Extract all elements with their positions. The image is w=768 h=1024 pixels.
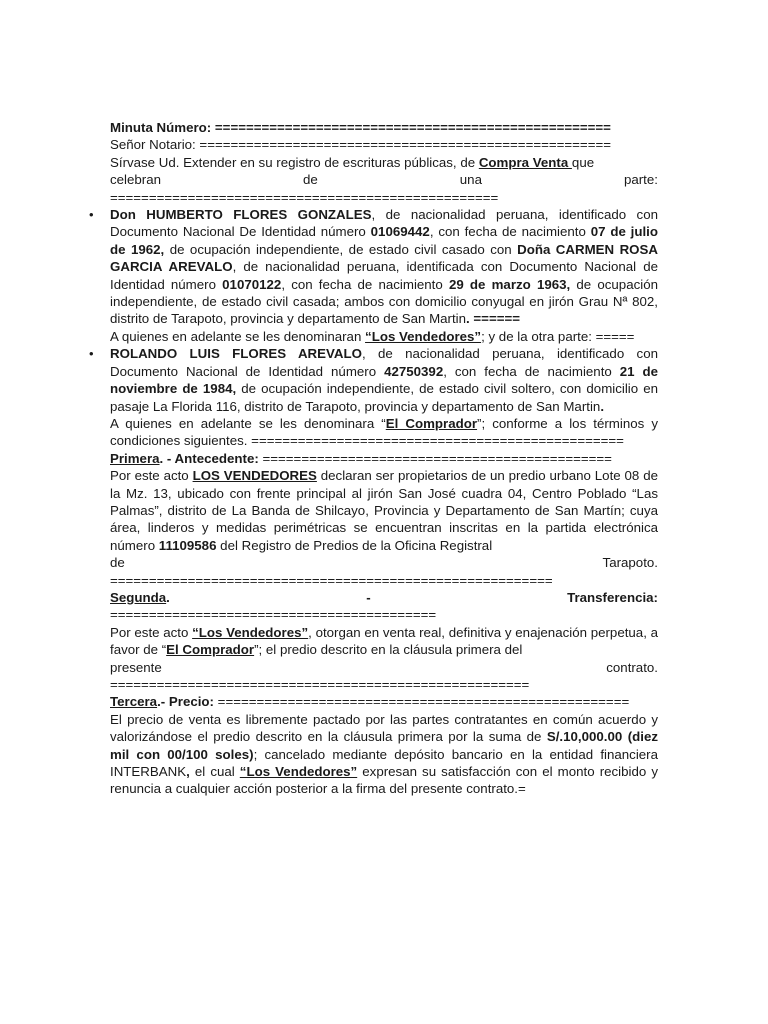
primera-text-3: del Registro de Predios de la Oficina Registral	[216, 537, 493, 553]
tercera-comma: ,	[186, 764, 190, 780]
segunda-text-1: Por este acto	[110, 624, 193, 640]
segunda-dash: -	[366, 589, 371, 605]
seller-clause	[89, 206, 658, 345]
primera-word-city: Tarapoto.	[602, 555, 658, 571]
segunda-heading	[110, 589, 658, 606]
seller-dni-1: 01069442	[370, 224, 430, 240]
seller-name-2: Doña CARMEN ROSA GARCIA AREVALO	[110, 241, 658, 275]
intro-word-una: una	[459, 172, 482, 188]
segunda-title: Segunda	[110, 589, 167, 605]
intro-word-parte: parte:	[623, 172, 658, 188]
tercera-text-2: ; cancelado mediante depósito bancario en la entidad financiera INTERBANK	[110, 746, 658, 780]
tercera-text-1: El precio de venta es libremente pactado por las partes contratantes en común acuerdo y valorizándose el predio descrito en la cláusula primera por la suma de	[110, 711, 658, 745]
seller-dob-2: 29 de marzo 1963,	[448, 276, 571, 292]
seller-text-4: , de nacionalidad peruana, identificada con Documento Nacional de Identidad número	[110, 259, 658, 292]
buyer-text-3: de ocupación independiente, de estado civil soltero, con domicilio en pasaje La Florida 116, distrito de Tarapoto, provincia y departamento de San Martin	[110, 381, 658, 414]
seller-dob-1: 07 de julio de 1962,	[110, 224, 658, 257]
primera-word-de: de	[110, 555, 125, 571]
buyer-text-4: .	[600, 398, 605, 414]
primera-end-separator: =========================================================	[110, 572, 553, 588]
segunda-last-line	[110, 659, 658, 676]
seller-text-7: . ======	[466, 311, 521, 327]
seller-text-3: de ocupación independiente, de estado civil casado con	[164, 241, 518, 257]
seller-denom-text-1: A quienes en adelante se les denominaran	[110, 328, 366, 344]
intro-word-de: de	[303, 172, 318, 188]
buyer-text-2: , con fecha de nacimiento	[443, 363, 620, 379]
buyer-term: El Comprador	[385, 415, 478, 431]
price-amount: S/.10,000.00 (diez mil con 00/100 soles)	[110, 729, 658, 762]
primera-heading	[110, 450, 658, 467]
tercera-subtitle: .- Precio	[157, 694, 210, 710]
primera-paragraph	[110, 467, 658, 554]
tercera-paragraph	[110, 711, 658, 798]
seller-denomination	[110, 328, 658, 345]
primera-text-2: declaran ser propietarios de un predio urbano Lote 08 de la Mz. 13, ubicado con frente principal al jirón San José cuadra 04, Centro Poblado “Las Palmas”, distrito de La Banda de Shilcayo, Provincia y Departamento de San Martín; cuya área, linderos y medidas perimétricas se encuentran inscritas en la partida electrónica número	[110, 468, 658, 553]
buyer-text-1: , de nacionalidad peruana, identificado con Documento Nacional de Identidad número	[110, 346, 658, 379]
minuta-separator: ===================================================	[211, 120, 611, 135]
bullet-icon: •	[89, 207, 94, 223]
segunda-text-3: ”; el predio descrito en la cláusula primera del	[254, 642, 523, 658]
segunda-end-separator: ======================================================	[110, 677, 530, 692]
segunda-word-presente: presente	[110, 659, 162, 675]
tercera-text-3: el cual	[189, 764, 240, 780]
seller-text-6: de ocupación independiente, de estado civil casada; ambos con domicilio conyugal en jirón Grau Nª 802, distrito de Tarapoto, provincia y departamento de San Martin	[110, 276, 658, 327]
buyer-name: ROLANDO LUIS FLORES AREVALO	[110, 346, 362, 362]
notario-line: Señor Notario: =====================================================	[110, 137, 611, 153]
buyer-dob: 21 de noviembre de 1984,	[110, 363, 658, 397]
act-type: Compra Venta	[478, 154, 572, 170]
buyer-denom-text-2: ”; conforme a los términos y condiciones siguientes. ================================================	[110, 415, 658, 449]
seller-paragraph	[110, 206, 658, 328]
document-body	[89, 119, 659, 798]
primera-sellers: LOS VENDEDORES	[192, 468, 317, 484]
bullet-icon: •	[89, 346, 94, 362]
segunda-buyer: El Comprador	[166, 642, 255, 658]
intro-word-celebran: celebran	[110, 172, 162, 188]
buyer-clause	[89, 345, 658, 449]
segunda-subtitle: Transferencia:	[567, 589, 658, 605]
primera-title: Primera	[110, 450, 160, 466]
seller-dni-2: 01070122	[222, 276, 282, 292]
minuta-label: Minuta Número	[110, 120, 207, 135]
primera-last-line	[110, 554, 658, 571]
segunda-separator: ==========================================	[110, 607, 437, 623]
minuta-heading	[110, 119, 658, 136]
tercera-colon: :	[209, 694, 214, 710]
primera-text-1: Por este acto	[110, 468, 193, 484]
primera-colon: :	[254, 450, 259, 466]
segunda-dot: .	[166, 589, 170, 605]
segunda-word-contrato: contrato.	[606, 659, 658, 675]
tercera-title: Tercera	[110, 694, 158, 710]
intro-text-2: que	[571, 154, 595, 170]
intro-line	[110, 154, 658, 171]
buyer-denom-text-1: A quienes en adelante se les denominara “	[110, 415, 386, 431]
sellers-term: “Los Vendedores”	[365, 328, 482, 344]
segunda-title-wrap	[110, 589, 170, 606]
seller-text-2: , con fecha de nacimiento	[429, 224, 591, 240]
partida-number: 11109586	[158, 537, 217, 553]
seller-name-1: Don HUMBERTO FLORES GONZALES	[110, 207, 372, 223]
segunda-text-2: , otorgan en venta real, definitiva y enajenación perpetua, a favor de “	[110, 624, 659, 658]
primera-separator: =============================================	[258, 450, 612, 466]
tercera-sellers: “Los Vendedores”	[239, 764, 358, 780]
intro-justified-line	[110, 171, 658, 188]
buyer-paragraph	[110, 345, 658, 415]
minuta-colon: :	[206, 120, 212, 135]
segunda-sellers: “Los Vendedores”	[192, 624, 309, 640]
buyer-dni: 42750392	[384, 363, 444, 379]
tercera-heading	[110, 693, 658, 710]
buyer-denomination	[110, 415, 658, 450]
seller-text-1: , de nacionalidad peruana, identificado con Documento Nacional De Identidad número	[110, 207, 658, 240]
segunda-paragraph	[110, 624, 658, 659]
intro-text-1: Sírvase Ud. Extender en su registro de escrituras públicas, de	[110, 154, 479, 170]
intro-separator: ==================================================	[110, 189, 499, 205]
tercera-separator: =====================================================	[213, 694, 630, 710]
seller-text-5: , con fecha de nacimiento	[281, 276, 449, 292]
primera-subtitle: . - Antecedente	[159, 450, 255, 466]
seller-denom-text-2: ; y de la otra parte: =====	[481, 328, 635, 344]
tercera-text-4: expresan su satisfacción con el monto recibido y renuncia a cualquier acción posterior a la firma del presente contrato.=	[110, 764, 659, 797]
